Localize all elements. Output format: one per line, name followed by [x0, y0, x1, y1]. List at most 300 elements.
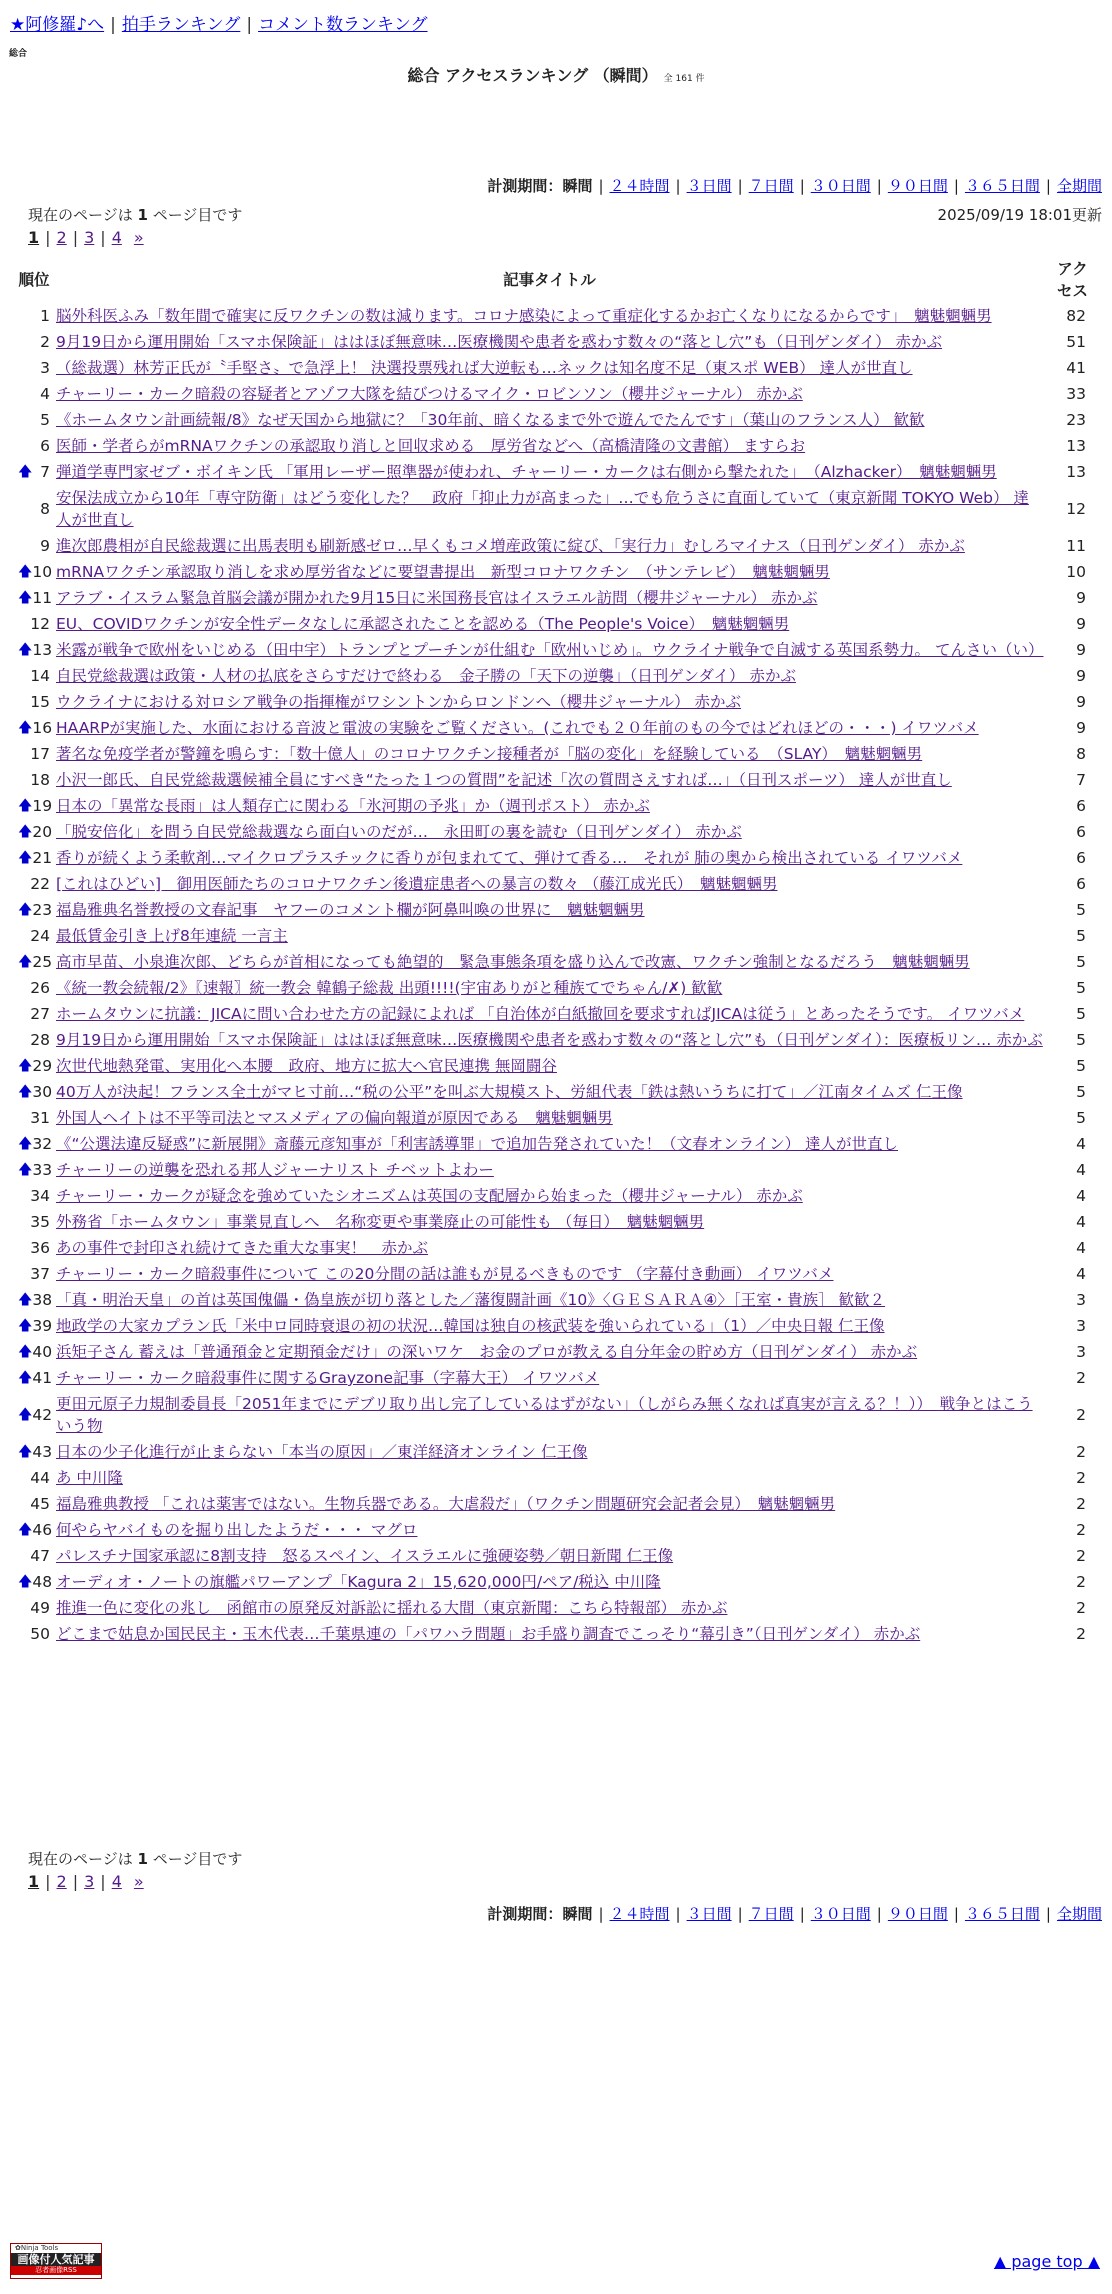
rank-number: 39	[32, 1317, 53, 1335]
rank-number: 47	[30, 1547, 50, 1565]
title-cell	[54, 1053, 1045, 1079]
article-link[interactable]: アラブ・イスラム緊急首脳会議が開かれた9月15日に米国務長官はイスラエル訪問（櫻井ジャーナル） 赤かぶ	[56, 589, 818, 607]
article-link[interactable]: チャーリー・カークが疑念を強めていたシオニズムは英国の支配層から始まった（櫻井ジャーナル） 赤かぶ	[56, 1187, 803, 1205]
article-link[interactable]: 日本の「異常な長雨」は人類存亡に関わる「氷河期の予兆」か（週刊ポスト） 赤かぶ	[56, 797, 650, 815]
article-link[interactable]: どこまで姑息か国民民主・玉木代表…千葉県連の「パワハラ問題」お手盛り調査でこっそり“幕引き”（日刊ゲンダイ） 赤かぶ	[56, 1625, 921, 1643]
access-count: 3	[1076, 1317, 1086, 1335]
rank-number: 17	[30, 745, 50, 763]
article-link[interactable]: 進次郎農相が自民総裁選に出馬表明も刷新感ゼロ…早くもコメ増産政策に綻び、「実行力」むしろマイナス（日刊ゲンダイ） 赤かぶ	[56, 537, 965, 555]
page-info-prefix: 現在のページは	[28, 1850, 133, 1868]
article-link[interactable]: 福島雅典教授 「これは薬害ではない。生物兵器である。大虐殺だ」（ワクチン問題研究会記者会見） 魑魅魍魎男	[56, 1495, 836, 1513]
article-link[interactable]: オーディオ・ノートの旗艦パワーアンプ「Kagura 2」15,620,000円/ペア/税込 中川隆	[56, 1573, 661, 1591]
period-label: 計測期間：	[487, 177, 563, 195]
access-count: 3	[1076, 1343, 1086, 1361]
period-link-0[interactable]: ２４時間	[609, 1905, 670, 1923]
rank-cell	[14, 485, 54, 533]
rank-number: 28	[30, 1031, 50, 1049]
article-link[interactable]: チャーリーの逆襲を恐れる邦人ジャーナリスト チベットよわー	[56, 1161, 494, 1179]
title-cell	[54, 1621, 1045, 1647]
rank-number: 10	[32, 563, 53, 581]
access-count: 6	[1076, 797, 1086, 815]
article-link[interactable]: 9月19日から運用開始「スマホ保険証」ははほぼ無意味…医療機関や患者を惑わす数々の“落とし穴”も（日刊ゲンダイ） 赤かぶ	[56, 333, 943, 351]
title-cell	[54, 1027, 1045, 1053]
article-link[interactable]: チャーリー・カーク暗殺の容疑者とアゾフ大隊を結びつけるマイク・ロビンソン（櫻井ジャーナル） 赤かぶ	[56, 385, 803, 403]
article-link[interactable]: 著名な免疫学者が警鐘を鳴らす：「数十億人」のコロナワクチン接種者が「脳の変化」を経験している （SLAY） 魑魅魍魎男	[56, 745, 923, 763]
ranking-row	[14, 1569, 1100, 1595]
rank-up-arrow-icon: 🡅	[18, 798, 33, 814]
rank-up-arrow-icon: 🡅	[18, 1370, 33, 1386]
ranking-row	[14, 611, 1100, 637]
ranking-row	[14, 871, 1100, 897]
ranking-row	[14, 407, 1100, 433]
ranking-row	[14, 1543, 1100, 1569]
rank-number: 3	[40, 359, 50, 377]
article-link[interactable]: 推進一色に変化の兆し 函館市の原発反対訴訟に揺れる大間（東京新聞：こちら特報部） 赤かぶ	[56, 1599, 728, 1617]
rank-cell	[14, 407, 54, 433]
article-link[interactable]: 医師・学者らがmRNAワクチンの承認取り消しと回収求める 厚労省などへ（高橋清隆の文書館） ますらお	[56, 437, 806, 455]
title-cell	[54, 819, 1045, 845]
rank-number: 48	[32, 1573, 53, 1591]
title-cell	[54, 533, 1045, 559]
title-cell	[54, 1439, 1045, 1465]
rank-number: 5	[40, 411, 50, 429]
ranking-row	[14, 689, 1100, 715]
rank-cell	[14, 1235, 54, 1261]
ranking-row	[14, 1391, 1100, 1439]
ranking-row	[14, 715, 1100, 741]
access-count: 2	[1076, 1599, 1086, 1617]
rank-up-arrow-icon: 🡅	[18, 564, 33, 580]
access-count: 6	[1076, 849, 1086, 867]
ranking-row	[14, 381, 1100, 407]
rank-number: 42	[32, 1406, 53, 1424]
rank-up-arrow-icon: 🡅	[18, 1574, 33, 1590]
article-link[interactable]: 日本の少子化進行が止まらない「本当の原因」／東洋経済オンライン 仁王像	[56, 1443, 588, 1461]
rank-cell	[14, 975, 54, 1001]
access-count: 9	[1076, 719, 1086, 737]
rank-number: 49	[30, 1599, 50, 1617]
access-count: 10	[1066, 563, 1086, 581]
rank-number: 38	[32, 1291, 53, 1309]
article-link[interactable]: チャーリー・カーク暗殺事件に関するGrayzone記事（字幕大王） イワツバメ	[56, 1369, 600, 1387]
page-info-suffix: ページ目です	[152, 1850, 243, 1868]
rank-cell	[14, 1053, 54, 1079]
rank-number: 8	[40, 500, 50, 518]
article-link[interactable]: 《“公選法違反疑惑”に新展開》斎藤元彦知事が「利害誘導罪」で追加告発されていた！（文春オンライン） 達人が世直し	[56, 1135, 899, 1153]
rank-number: 46	[32, 1521, 53, 1539]
access-count: 2	[1076, 1495, 1086, 1513]
ranking-row	[14, 1621, 1100, 1647]
rank-cell	[14, 1001, 54, 1027]
access-count: 5	[1076, 1005, 1086, 1023]
access-count: 5	[1076, 979, 1086, 997]
article-link[interactable]: mRNAワクチン承認取り消しを求め厚労省などに要望書提出 新型コロナワクチン （サンテレビ） 魑魅魍魎男	[56, 563, 830, 581]
title-cell	[54, 1261, 1045, 1287]
access-count: 3	[1076, 1291, 1086, 1309]
article-link[interactable]: 弾道学専門家ゼブ・ボイキン氏 「軍用レーザー照準器が使われ、チャーリー・カークは右側から撃たれた」 （Alzhacker） 魑魅魍魎男	[56, 463, 997, 481]
rank-number: 27	[30, 1005, 50, 1023]
access-count: 11	[1066, 537, 1086, 555]
article-link[interactable]: 何やらヤバイものを掘り出したようだ・・・ マグロ	[56, 1521, 418, 1539]
title-cell	[54, 949, 1045, 975]
rank-cell	[14, 1543, 54, 1569]
access-count: 82	[1066, 307, 1086, 325]
page-info-top	[28, 204, 242, 225]
title-cell	[54, 1339, 1045, 1365]
rank-cell	[14, 1131, 54, 1157]
article-link[interactable]: HAARPが実施した、水面における音波と電波の実験をご覧ください。(これでも２０年前のもの今ではどれほどの・・・) イワツバメ	[56, 719, 979, 737]
rank-number: 45	[30, 1495, 50, 1513]
article-link[interactable]: 最低賃金引き上げ8年連続 一言主	[56, 927, 288, 945]
ranking-row	[14, 1053, 1100, 1079]
rank-number: 34	[30, 1187, 50, 1205]
article-link[interactable]: ウクライナにおける対ロシア戦争の指揮権がワシントンからロンドンへ（櫻井ジャーナル） 赤かぶ	[56, 693, 741, 711]
clap-ranking-link[interactable]: 拍手ランキング	[121, 15, 241, 35]
title-cell	[54, 1105, 1045, 1131]
access-count: 13	[1066, 437, 1086, 455]
rank-cell	[14, 459, 54, 485]
period-link-3[interactable]: ３０日間	[810, 1905, 871, 1923]
col-header-title: 記事タイトル	[503, 271, 596, 289]
ranking-row	[14, 533, 1100, 559]
article-link[interactable]: 9月19日から運用開始「スマホ保険証」ははほぼ無意味…医療機関や患者を惑わす数々の“落とし穴”も（日刊ゲンダイ）：医療板リン… 赤かぶ	[56, 1031, 1043, 1049]
ranking-row	[14, 1157, 1100, 1183]
period-separator: |	[799, 177, 805, 195]
rank-cell	[14, 949, 54, 975]
rank-number: 14	[30, 667, 50, 685]
rank-cell	[14, 819, 54, 845]
rank-number: 6	[40, 437, 50, 455]
pager-next[interactable]: »	[133, 1872, 144, 1891]
rank-up-arrow-icon: 🡅	[18, 642, 33, 658]
title-cell	[54, 1365, 1045, 1391]
ranking-row	[14, 1313, 1100, 1339]
category-label: 総合	[9, 49, 28, 59]
rank-cell	[14, 1621, 54, 1647]
ranking-row	[14, 1517, 1100, 1543]
rank-number: 9	[40, 537, 50, 555]
ranking-row	[14, 1027, 1100, 1053]
ranking-row	[14, 1365, 1100, 1391]
rank-up-arrow-icon: 🡅	[18, 590, 33, 606]
rank-up-arrow-icon: 🡅	[18, 1407, 33, 1423]
title-cell	[54, 715, 1045, 741]
title-cell	[54, 611, 1045, 637]
access-count: 4	[1076, 1239, 1086, 1257]
title-cell	[54, 1543, 1045, 1569]
period-selector-top	[487, 175, 1102, 196]
pager-link-3[interactable]: 3	[84, 1872, 95, 1891]
rank-cell	[14, 611, 54, 637]
access-count: 2	[1076, 1573, 1086, 1591]
article-link[interactable]: あ 中川隆	[56, 1469, 123, 1487]
rank-number: 19	[32, 797, 53, 815]
ranking-row	[14, 1339, 1100, 1365]
article-link[interactable]: 《ホームタウン計画続報/8》なぜ天国から地獄に？「30年前、暗くなるまで外で遊んでたんです」（葉山のフランス人） 歓歓	[56, 411, 925, 429]
page-info-number: 1	[137, 206, 148, 224]
rank-number: 15	[30, 693, 50, 711]
period-link-4[interactable]: ９０日間	[887, 177, 948, 195]
rank-up-arrow-icon: 🡅	[18, 954, 33, 970]
rank-number: 16	[32, 719, 53, 737]
rank-up-arrow-icon: 🡅	[18, 850, 33, 866]
period-link-4[interactable]: ９０日間	[887, 1905, 948, 1923]
article-link[interactable]: 「真・明治天皇」の首は英国傀儡・偽皇族が切り落とした／藩復闘計画《10》〈ＧＥＳＡＲＡ④〉［王室・貴族］ 歓歓２	[56, 1291, 886, 1309]
rank-cell	[14, 355, 54, 381]
pager-separator: |	[100, 1872, 106, 1891]
ranking-row	[14, 1595, 1100, 1621]
rank-cell	[14, 1183, 54, 1209]
rank-cell	[14, 897, 54, 923]
title-cell	[54, 1001, 1045, 1027]
pager-link-4[interactable]: 4	[111, 228, 122, 247]
article-link[interactable]: EU、COVIDワクチンが安全性データなしに承認されたことを認める（The People's Voice） 魑魅魍魎男	[56, 615, 790, 633]
access-count: 9	[1076, 667, 1086, 685]
rank-cell	[14, 923, 54, 949]
rank-cell	[14, 741, 54, 767]
article-link[interactable]: 自民党総裁選は政策・人材の払底をさらすだけで終わる 金子勝の「天下の逆襲」（日刊ゲンダイ） 赤かぶ	[56, 667, 796, 685]
ranking-row	[14, 923, 1100, 949]
ranking-row	[14, 1183, 1100, 1209]
access-count: 2	[1076, 1547, 1086, 1565]
period-link-2[interactable]: ７日間	[748, 177, 794, 195]
article-link[interactable]: パレスチナ国家承認に8割支持 怒るスペイン、イスラエルに強硬姿勢／朝日新聞 仁王像	[56, 1547, 674, 1565]
rank-cell	[14, 1027, 54, 1053]
access-count: 8	[1076, 745, 1086, 763]
ninja-tools-logo[interactable]	[10, 2243, 102, 2279]
period-separator: |	[799, 1905, 805, 1923]
access-count: 9	[1076, 693, 1086, 711]
access-count: 5	[1076, 927, 1086, 945]
ranking-row	[14, 355, 1100, 381]
ranking-row	[14, 459, 1100, 485]
rank-up-arrow-icon: 🡅	[18, 1084, 33, 1100]
ranking-row	[14, 1235, 1100, 1261]
comment-ranking-link[interactable]: コメント数ランキング	[258, 15, 428, 35]
rank-number: 31	[30, 1109, 50, 1127]
rank-number: 41	[32, 1369, 53, 1387]
rank-cell	[14, 1261, 54, 1287]
title-cell	[54, 303, 1045, 329]
article-link[interactable]: 香りが続くよう柔軟剤…マイクロプラスチックに香りが包まれてて、弾けて香る… それが 肺の奥から検出されている イワツバメ	[56, 849, 963, 867]
pager-current: 1	[28, 1872, 40, 1891]
title-cell	[54, 923, 1045, 949]
rank-number: 25	[32, 953, 53, 971]
rank-up-arrow-icon: 🡅	[18, 824, 33, 840]
article-link[interactable]: チャーリー・カーク暗殺事件について この20分間の話は誰もが見るべきものです （字幕付き動画） イワツバメ	[56, 1265, 834, 1283]
title-cell	[54, 663, 1045, 689]
period-link-6[interactable]: 全期間	[1056, 177, 1102, 195]
rank-cell	[14, 715, 54, 741]
pager-separator: |	[72, 228, 79, 247]
rank-number: 29	[32, 1057, 53, 1075]
article-link[interactable]: 次世代地熱発電、実用化へ本腰 政府、地方に拡大へ官民連携 無岡闘谷	[56, 1057, 557, 1075]
ranking-row	[14, 585, 1100, 611]
page-top-link[interactable]: ▲ page top ▲	[993, 2252, 1100, 2271]
home-link[interactable]: ★阿修羅♪へ	[10, 15, 105, 35]
access-count: 12	[1066, 500, 1086, 518]
access-count: 6	[1076, 875, 1086, 893]
article-link[interactable]: 外務省「ホームタウン」事業見直しへ 名称変更や事業廃止の可能性も （毎日） 魑魅魍魎男	[56, 1213, 705, 1231]
rank-up-arrow-icon: 🡅	[18, 464, 33, 480]
article-link[interactable]: 更田元原子力規制委員長「2051年までにデブリ取り出し完了しているはずがない」（しがらみ無くなれば真実が言える？！）） 戦争とはこういう物	[56, 1395, 1033, 1435]
rank-number: 13	[32, 641, 53, 659]
page-title	[0, 63, 1112, 86]
rank-cell	[14, 1287, 54, 1313]
period-link-0[interactable]: ２４時間	[609, 177, 670, 195]
pager-separator: |	[100, 228, 106, 247]
title-cell	[54, 1131, 1045, 1157]
rank-cell	[14, 1569, 54, 1595]
title-cell	[54, 433, 1045, 459]
access-count: 2	[1076, 1369, 1086, 1387]
rank-cell	[14, 1365, 54, 1391]
rank-cell	[14, 1391, 54, 1439]
title-cell	[54, 1287, 1045, 1313]
title-cell	[54, 1209, 1045, 1235]
access-count: 6	[1076, 823, 1086, 841]
rank-number: 32	[32, 1135, 53, 1153]
pager-top	[28, 228, 144, 247]
ranking-row	[14, 845, 1100, 871]
pager-separator: |	[45, 228, 51, 247]
access-count: 2	[1076, 1406, 1086, 1424]
rank-cell	[14, 767, 54, 793]
title-cell	[54, 329, 1045, 355]
article-link[interactable]: 小沢一郎氏、自民党総裁選候補全員にすべき“たった１つの質問”を記述「次の質問さえすれば…」（日刊スポーツ） 達人が世直し	[56, 771, 952, 789]
article-link[interactable]: 《統一教会続報/2》〖速報〗統一教会 韓鶴子総裁 出頭!!!!(宇宙ありがと種族てでちゃん/✗) 歓歓	[56, 979, 723, 997]
rank-number: 1	[40, 307, 50, 325]
period-link-2[interactable]: ７日間	[748, 1905, 794, 1923]
rank-cell	[14, 1105, 54, 1131]
period-separator: |	[953, 1905, 959, 1923]
logo-line-3: 忍者画像RSS	[11, 2266, 101, 2275]
title-cell	[54, 355, 1045, 381]
rank-up-arrow-icon: 🡅	[18, 1136, 33, 1152]
title-cell	[54, 1491, 1045, 1517]
article-link[interactable]: 「脱安倍化」を問う自民党総裁選なら面白いのだが… 永田町の裏を読む（日刊ゲンダイ） 赤かぶ	[56, 823, 742, 841]
title-cell	[54, 897, 1045, 923]
rank-cell	[14, 871, 54, 897]
title-cell	[54, 845, 1045, 871]
access-count: 2	[1076, 1469, 1086, 1487]
rank-cell	[14, 793, 54, 819]
article-link[interactable]: 浜矩子さん 蓄えは「普通預金と定期預金だけ」の深いワケ お金のプロが教える自分年金の貯め方（日刊ゲンダイ） 赤かぶ	[56, 1343, 918, 1361]
rank-cell	[14, 637, 54, 663]
rank-number: 7	[40, 463, 50, 481]
article-link[interactable]: あの事件で封印され続けてきた重大な事実！ 赤かぶ	[56, 1239, 429, 1257]
title-cell	[54, 767, 1045, 793]
page-info-number: 1	[137, 1850, 148, 1868]
access-count: 7	[1076, 771, 1086, 789]
access-count: 13	[1066, 463, 1086, 481]
rank-cell	[14, 1079, 54, 1105]
article-link[interactable]: 高市早苗、小泉進次郎、どちらが首相になっても絶望的 緊急事態条項を盛り込んで改憲、ワクチン強制となるだろう 魑魅魍魎男	[56, 953, 970, 971]
rank-cell	[14, 433, 54, 459]
page-info-prefix: 現在のページは	[28, 206, 133, 224]
ranking-row	[14, 637, 1100, 663]
pager-link-3[interactable]: 3	[84, 228, 95, 247]
rank-number: 43	[32, 1443, 53, 1461]
title-cell	[54, 871, 1045, 897]
article-link[interactable]: 地政学の大家カプラン氏「米中ロ同時衰退の初の状況…韓国は独自の核武装を強いられている」（1）／中央日報 仁王像	[56, 1317, 885, 1335]
pager-link-2[interactable]: 2	[56, 1872, 67, 1891]
title-cell	[54, 689, 1045, 715]
access-count: 2	[1076, 1521, 1086, 1539]
period-link-5[interactable]: ３６５日間	[964, 1905, 1040, 1923]
period-link-5[interactable]: ３６５日間	[964, 177, 1040, 195]
pager-link-2[interactable]: 2	[56, 228, 67, 247]
rank-cell	[14, 689, 54, 715]
period-link-1[interactable]: ３日間	[686, 177, 732, 195]
pager-bottom	[28, 1872, 144, 1891]
period-link-3[interactable]: ３０日間	[810, 177, 871, 195]
article-link[interactable]: 安保法成立から10年「専守防衛」はどう変化した？ 政府「抑止力が高まった」…でも危うさに直面していて（東京新聞 TOKYO Web） 達人が世直し	[56, 489, 1029, 529]
rank-up-arrow-icon: 🡅	[18, 1344, 33, 1360]
logo-line-2: 画像付人気記事	[11, 2253, 101, 2266]
article-link[interactable]: 脳外科医ふみ「数年間で確実に反ワクチンの数は減ります。コロナ感染によって重症化するかお亡くなりになるからです」 魑魅魍魎男	[56, 307, 992, 325]
article-link[interactable]: [これはひどい] 御用医師たちのコロナワクチン後遺症患者への暴言の数々 （藤江成光氏） 魑魅魍魎男	[56, 875, 778, 893]
rank-cell	[14, 1313, 54, 1339]
period-separator: |	[598, 1905, 604, 1923]
rank-cell	[14, 1491, 54, 1517]
pager-separator: |	[72, 1872, 79, 1891]
article-link[interactable]: 外国人ヘイトは不平等司法とマスメディアの偏向報道が原因である 魑魅魍魎男	[56, 1109, 613, 1127]
ranking-row	[14, 433, 1100, 459]
title-cell	[54, 381, 1045, 407]
pager-link-4[interactable]: 4	[111, 1872, 122, 1891]
pager-next[interactable]: »	[133, 228, 144, 247]
title-cell	[54, 1157, 1045, 1183]
ranking-row	[14, 1079, 1100, 1105]
pager-current: 1	[28, 228, 40, 247]
access-count: 2	[1076, 1625, 1086, 1643]
access-count: 5	[1076, 1083, 1086, 1101]
article-link[interactable]: ホームタウンに抗議：JICAに問い合わせた方の記録によれば 「自治体が白紙撤回を要求すればJICAは従う」とあったそうです。 イワツバメ	[56, 1005, 1025, 1023]
rank-number: 30	[32, 1083, 53, 1101]
period-separator: |	[1045, 177, 1051, 195]
period-separator: |	[876, 177, 882, 195]
period-selector-bottom	[487, 1903, 1102, 1924]
period-link-1[interactable]: ３日間	[686, 1905, 732, 1923]
rank-cell	[14, 381, 54, 407]
rank-cell	[14, 663, 54, 689]
rank-number: 33	[32, 1161, 53, 1179]
article-link[interactable]: 40万人が決起！フランス全土がマヒ寸前…“税の公平”を叫ぶ大規模スト、労組代表「鉄は熱いうちに打て」／江南タイムズ 仁王像	[56, 1083, 963, 1101]
rank-number: 35	[30, 1213, 50, 1231]
period-link-6[interactable]: 全期間	[1056, 1905, 1102, 1923]
rank-number: 22	[30, 875, 50, 893]
article-link[interactable]: 福島雅典名誉教授の文春記事 ヤフーのコメント欄が阿鼻叫喚の世界に 魑魅魍魎男	[56, 901, 645, 919]
title-cell	[54, 975, 1045, 1001]
period-separator: |	[876, 1905, 882, 1923]
title-cell	[54, 1235, 1045, 1261]
period-separator: |	[737, 177, 743, 195]
access-count: 4	[1076, 1213, 1086, 1231]
access-count: 51	[1066, 333, 1086, 351]
article-link[interactable]: 米露が戦争で欧州をいじめる（田中宇）トランプとプーチンが仕組む「欧州いじめ」。ウクライナ戦争で自滅する英国系勢力。 てんさい（い）	[56, 641, 1044, 659]
article-link[interactable]: （総裁選）林芳正氏が〝手堅さ〟で急浮上！ 決選投票残れば大逆転も…ネックは知名度不足（東スポ WEB） 達人が世直し	[56, 359, 913, 377]
total-count: 全 161 件	[663, 74, 705, 84]
access-count: 5	[1076, 1109, 1086, 1127]
rank-cell	[14, 1439, 54, 1465]
rank-number: 18	[30, 771, 50, 789]
rank-number: 44	[30, 1469, 50, 1487]
title-cell	[54, 407, 1045, 433]
rank-up-arrow-icon: 🡅	[18, 1058, 33, 1074]
title-cell	[54, 485, 1045, 533]
ranking-row	[14, 1131, 1100, 1157]
